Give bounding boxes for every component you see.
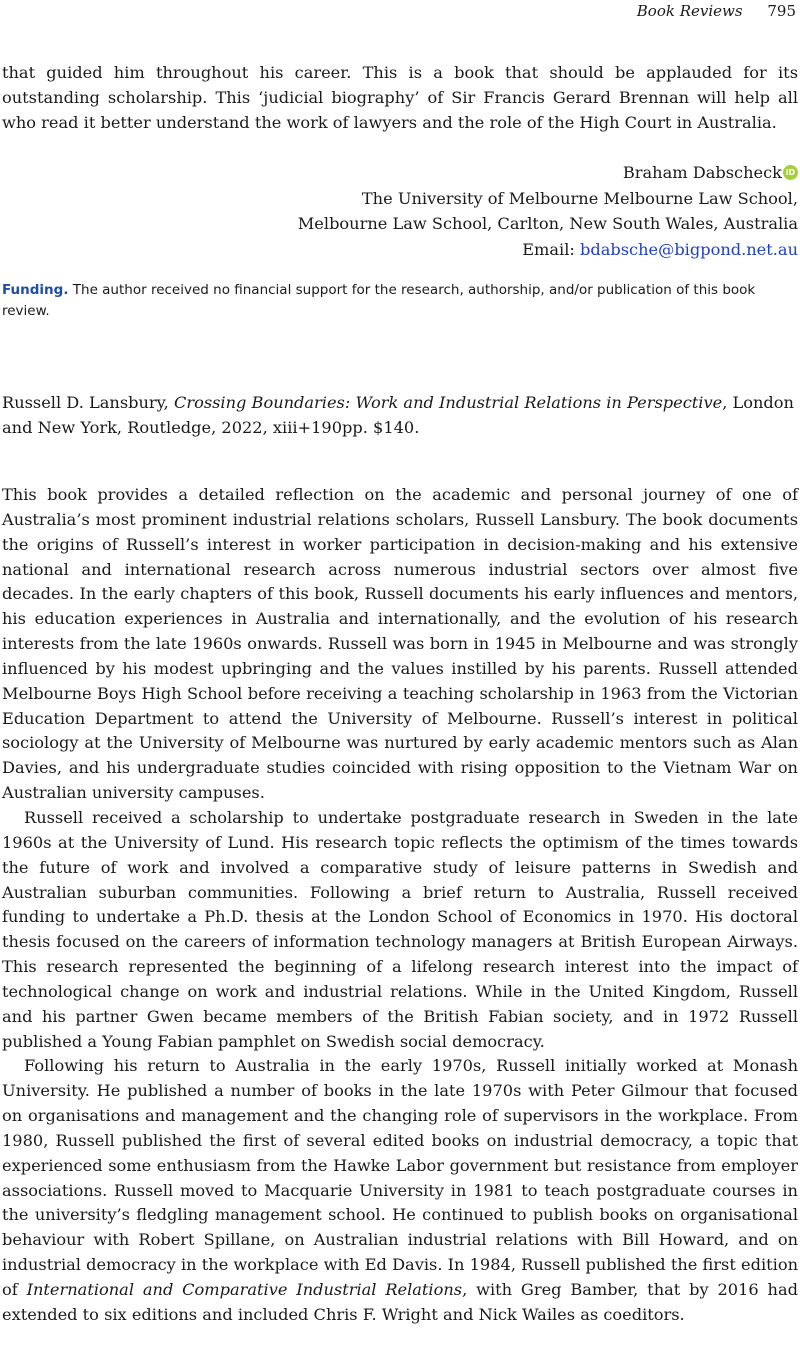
reviewer-name-line [298, 160, 798, 186]
review-paragraph-3 [2, 1054, 798, 1327]
email-link[interactable]: bdabsche@bigpond.net.au [580, 239, 798, 259]
review-paragraph-3-book-title: International and Comparative Industrial Relations [26, 1280, 463, 1299]
email-line [298, 237, 798, 263]
intro-paragraph: that guided him throughout his career. This is a book that should be applauded for its outstanding scholarship. This ‘judicial biography’ of Sir Francis Gerard Brennan will help all who read it better understand the work of lawyers and the role of the High Court in Australia. [2, 63, 798, 132]
review-paragraph-3-text-a: Following his return to Australia in the early 1970s, Russell initially worked at Monash University. He published a number of books in the late 1970s with Peter Gilmour that focused on organisations and management and the changing role of supervisors in the workplace. From 1980, Russell published the first of several edited books on industrial democracy, a topic that experienced some enthusiasm from the Hawke Labor government but resistance from employer associations. Russell moved to Macquarie University in 1981 to teach postgraduate courses in the university’s fledgling management school. He continued to publish books on organisational behaviour with Robert Spillane, on Australian industrial relations with Bill Howard, and on industrial democracy in the workplace with Ed Davis. In 1984, Russell published the first edition of [2, 1056, 798, 1299]
funding-statement [2, 280, 798, 322]
review-paragraph-3-text-b: , with Greg Bamber, that by 2016 had extended to six editions and included Chris F. Wright and Nick Wailes as coeditors. [2, 1280, 798, 1324]
reviewer-name: Braham Dabscheck [622, 163, 782, 182]
citation-book-title: Crossing Boundaries: Work and Industrial Relations in Perspective [173, 393, 723, 412]
email-label: Email: [522, 239, 581, 259]
citation-author: Russell D. Lansbury, [2, 393, 174, 412]
review-body [2, 483, 798, 1328]
affiliation-line-2: Melbourne Law School, Carlton, New South Wales, Australia [297, 214, 798, 233]
running-head-title: Book Reviews [636, 2, 743, 20]
book-citation [2, 390, 798, 440]
page-number: 795 [767, 2, 796, 20]
citation-details: , London and New York, Routledge, 2022, xiii+190pp. $140. [2, 393, 794, 437]
reviewer-signature [298, 160, 798, 262]
previous-review-conclusion [2, 61, 798, 136]
running-head [637, 0, 796, 22]
orcid-icon[interactable]: iD [783, 165, 798, 180]
review-paragraph-2: Russell received a scholarship to undertake postgraduate research in Sweden in the late 1960s at the University of Lund. His research topic reflects the optimism of the times towards the future of work and involved a comparative study of leisure patterns in Swedish and Australian suburban communities. Following a brief return to Australia, Russell received funding to undertake a Ph.D. thesis at the London School of Economics in 1970. His doctoral thesis focused on the careers of information technology managers at British European Airways. This research represented the beginning of a lifelong research interest into the impact of technological change on work and industrial relations. While in the United Kingdom, Russell and his partner Gwen became members of the British Fabian society, and in 1972 Russell published a Young Fabian pamphlet on Swedish social democracy. [2, 807, 798, 1051]
funding-text: The author received no financial support for the research, authorship, and/or publication of this book review. [2, 282, 756, 319]
affiliation-line-1: The University of Melbourne Melbourne Law School, [361, 188, 798, 208]
review-paragraph-1: This book provides a detailed reflection on the academic and personal journey of one of Australia’s most prominent industrial relations scholars, Russell Lansbury. The book documents the origins of Russell’s interest in worker participation in decision-making and his extensive national and international research across numerous industrial sectors over almost five decades. In the early chapters of this book, Russell documents his early influences and mentors, his education experiences in Australia and internationally, and the evolution of his research interests from the late 1960s onwards. Russell was born in 1945 in Melbourne and was strongly influenced by his modest upbringing and the values instilled by his parents. Russell attended Melbourne Boys High School before receiving a teaching scholarship in 1963 from the Victorian Education Department to attend the University of Melbourne. Russell’s interest in political sociology at the University of Melbourne was nurtured by early academic mentors such as Alan Davies, and his undergraduate studies coincided with rising opposition to the Vietnam War on Australian university campuses. [2, 485, 798, 803]
funding-label: Funding. [2, 282, 69, 298]
